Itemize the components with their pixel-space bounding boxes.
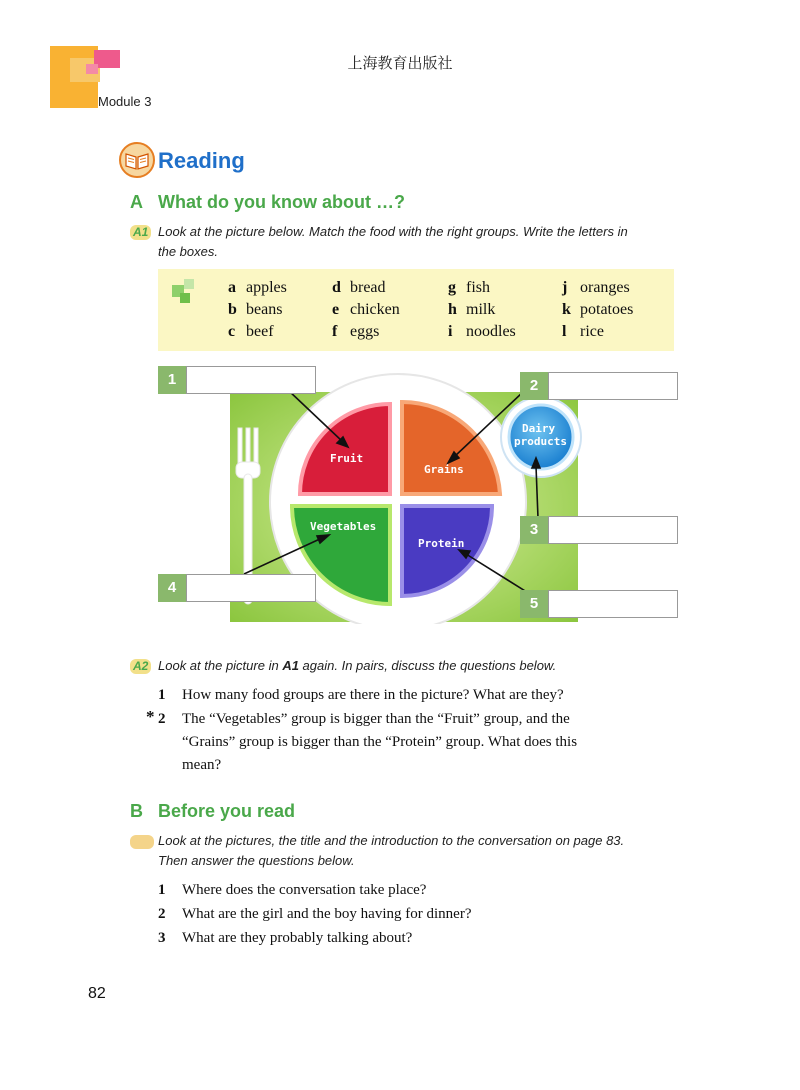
a1-instruction-line1: Look at the picture below. Match the food with the right groups. Write the letters in: [158, 224, 628, 239]
question-number: 2: [158, 906, 166, 922]
b-instruction: [158, 831, 698, 871]
a1-instruction: [158, 222, 698, 262]
answer-number-4: 4: [158, 574, 186, 602]
section-a-title: What do you know about …?: [158, 192, 405, 212]
question-number: 2: [158, 711, 166, 727]
word-item: g fish: [448, 279, 490, 296]
a2-question-2: [146, 707, 678, 777]
word-item: c beef: [228, 323, 274, 340]
question-text: What are the girl and the boy having for dinner?: [182, 906, 472, 922]
dairy-label-line1: Dairy: [522, 422, 556, 435]
word-list-box: [158, 269, 674, 351]
word-item: d bread: [332, 279, 386, 296]
publisher-name: 上海教育出版社: [347, 54, 453, 72]
word-item: a apples: [228, 279, 287, 296]
question-number: 1: [158, 882, 166, 898]
book-icon: [119, 142, 155, 178]
answer-number-5: 5: [520, 590, 548, 618]
b-instruction-line2: Then answer the questions below.: [158, 853, 355, 868]
a2-instruction: [158, 656, 698, 676]
answer-box-4[interactable]: [186, 574, 316, 602]
word-item: k potatoes: [562, 301, 634, 318]
b-question-1: [158, 879, 678, 902]
vegetables-label: Vegetables: [310, 520, 377, 533]
word-item: i noodles: [448, 323, 516, 340]
protein-label: Protein: [418, 537, 465, 550]
answer-box-3[interactable]: [548, 516, 678, 544]
a2-badge: A2: [130, 659, 151, 674]
question-number: 1: [158, 687, 166, 703]
answer-number-2: 2: [520, 372, 548, 400]
a2-instruction-post: again. In pairs, discuss the questions below.: [298, 658, 557, 673]
b-question-3: [158, 927, 678, 950]
fruit-label: Fruit: [330, 452, 364, 465]
b-question-2: [158, 903, 678, 926]
a1-instruction-line2: the boxes.: [158, 244, 218, 259]
question-text: [182, 708, 678, 777]
question-text: Where does the conversation take place?: [182, 882, 427, 898]
question-number: 3: [158, 930, 166, 946]
question-line: mean?: [182, 757, 222, 773]
question-text: What are they probably talking about?: [182, 930, 413, 946]
answer-box-2[interactable]: [548, 372, 678, 400]
word-item: e chicken: [332, 301, 400, 318]
dairy-label-line2: products: [514, 435, 567, 448]
a2-question-1: [158, 684, 678, 707]
word-item: f eggs: [332, 323, 380, 340]
page-number: 82: [88, 985, 106, 1002]
grains-label: Grains: [424, 463, 464, 476]
a2-instruction-pre: Look at the picture in: [158, 658, 283, 673]
a1-badge: A1: [130, 225, 151, 240]
question-line: “Grains” group is bigger than the “Protein” group. What does this: [182, 734, 578, 750]
decor-square: [184, 279, 194, 289]
b-badge: [130, 835, 154, 849]
section-b-letter: B: [130, 801, 143, 821]
word-item: l rice: [562, 323, 604, 340]
answer-number-3: 3: [520, 516, 548, 544]
challenge-star: *: [146, 707, 155, 726]
answer-box-1[interactable]: [186, 366, 316, 394]
question-text: How many food groups are there in the picture? What are they?: [182, 687, 564, 703]
section-a-letter: A: [130, 192, 143, 212]
a2-instruction-ref: A1: [282, 658, 299, 673]
section-b-title: Before you read: [158, 801, 296, 821]
word-item: b beans: [228, 301, 283, 318]
module-label: Module 3: [98, 94, 152, 109]
question-line: The “Vegetables” group is bigger than the “Fruit” group, and the: [182, 711, 570, 727]
reading-title: Reading: [158, 148, 245, 173]
word-item: h milk: [448, 301, 496, 318]
word-item: j oranges: [562, 279, 630, 296]
b-instruction-line1: Look at the pictures, the title and the introduction to the conversation on page 83.: [158, 833, 625, 848]
answer-box-5[interactable]: [548, 590, 678, 618]
decor-square: [180, 293, 190, 303]
answer-number-1: 1: [158, 366, 186, 394]
